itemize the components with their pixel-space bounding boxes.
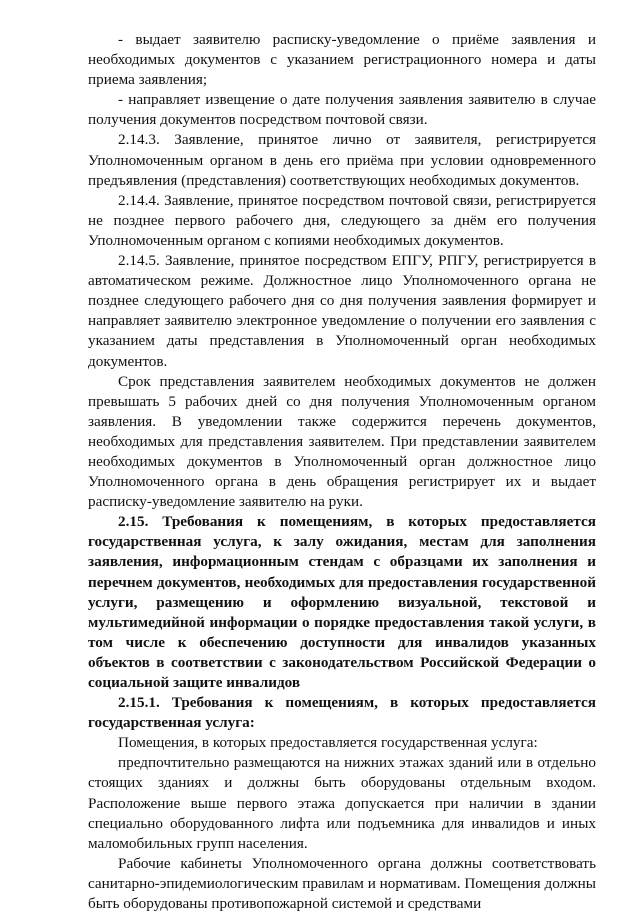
paragraph-2-14-3: 2.14.3. Заявление, принятое лично от заявителя, регистрируется Уполномоченным органом в день его приёма при условии одновременного предъявления (представления) соответствующих необходимых документов.: [88, 131, 596, 189]
section-heading-2-15: 2.15. Требования к помещениям, в которых предоставляется государственная услуга, к залу ожидания, местам для заполнения заявления, информационным стендам с образцами их заполнения и перечнем документов, необходимых для предоставления государственной услуги, размещению и оформлению визуальной, текстовой и мультимедийной информации о порядке предоставления такой услуги, в том числе к обеспечению доступности для инвалидов указанных объектов в соответствии с законодательством Российской Федерации о социальной защите инвалидов: [88, 513, 596, 691]
paragraph-premises-intro: Помещения, в которых предоставляется государственная услуга:: [118, 734, 538, 752]
paragraph-receipt-notice: - выдает заявителю расписку-уведомление о приёме заявления и необходимых документов с указанием регистрационного номера и даты приема заявления;: [88, 31, 596, 89]
paragraph-premises-location: предпочтительно размещаются на нижних этажах зданий или в отдельно стоящих зданиях и должны быть оборудованы отдельным входом. Расположение выше первого этажа допускается при наличии в здании специально оборудованного лифта или подъемника для инвалидов и иных маломобильных групп населения.: [88, 754, 596, 852]
document-page: [88, 30, 596, 914]
paragraph-2-14-5: 2.14.5. Заявление, принятое посредством ЕПГУ, РПГУ, регистрируется в автоматическом режиме. Должностное лицо Уполномоченного органа не позднее следующего рабочего дня со дня получения заявления формирует и направляет заявителю электронное уведомление о получении его заявления с указанием даты представления в Уполномоченный орган необходимых документов.: [88, 252, 596, 370]
paragraph-submission-deadline: Срок представления заявителем необходимых документов не должен превышать 5 рабочих дней со дня получения Уполномоченным органом заявления. В уведомлении также содержится перечень документов, необходимых для представления заявителем. При представлении заявителем необходимых документов в Уполномоченный орган должностное лицо Уполномоченного органа в день обращения регистрирует их и выдает расписку-уведомление заявителю на руки.: [88, 372, 596, 511]
paragraph-postal-notice: - направляет извещение о дате получения заявления заявителю в случае получения документов посредством почтовой связи.: [88, 91, 596, 129]
section-heading-2-15-1: 2.15.1. Требования к помещениям, в которых предоставляется государственная услуга:: [88, 694, 596, 732]
paragraph-offices-requirements: Рабочие кабинеты Уполномоченного органа должны соответствовать санитарно-эпидемиологическим правилам и нормативам. Помещения должны быть оборудованы противопожарной системой и средствами: [88, 854, 596, 913]
paragraph-2-14-4: 2.14.4. Заявление, принятое посредством почтовой связи, регистрируется не позднее первого рабочего дня, следующего за днём его получения Уполномоченным органом с копиями необходимых документов.: [88, 191, 596, 249]
